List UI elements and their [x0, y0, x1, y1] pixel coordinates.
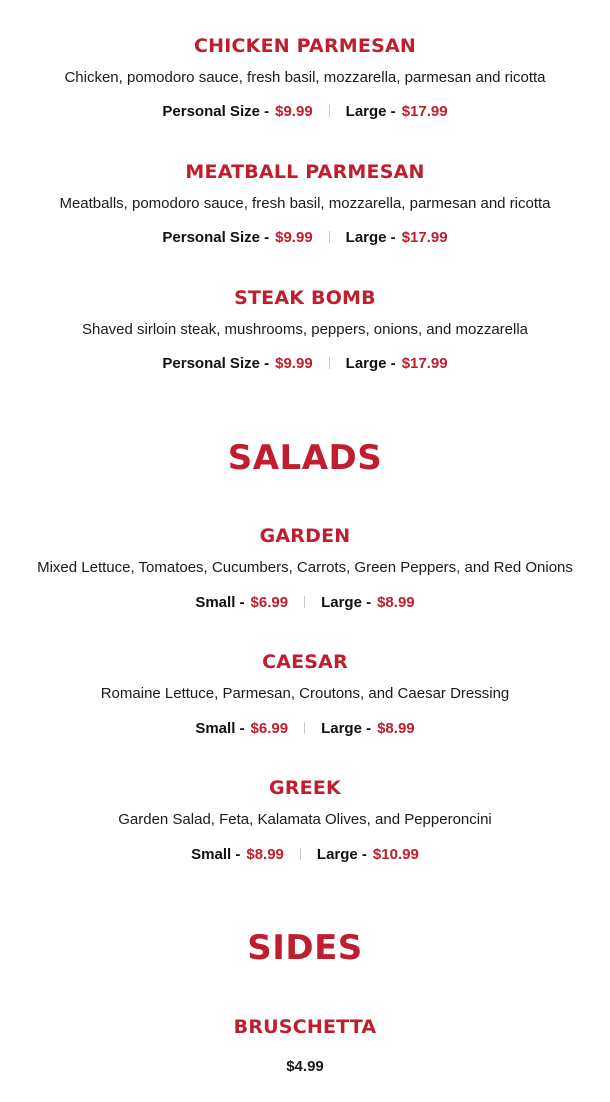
menu-item	[0, 287, 610, 309]
size-label: Small -	[195, 720, 245, 737]
item-title: CAESAR	[262, 651, 348, 673]
item-prices	[0, 593, 610, 613]
size-price: $9.99	[275, 229, 313, 246]
size-price: $17.99	[401, 229, 448, 246]
section-title: SIDES	[247, 928, 363, 968]
item-description: Shaved sirloin steak, mushrooms, peppers, onions, and mozzarella	[81, 321, 529, 338]
size-price: $17.99	[401, 355, 448, 372]
item-title: BRUSCHETTA	[233, 1016, 377, 1038]
size-label: Large -	[316, 846, 367, 863]
size-price: $8.99	[246, 846, 284, 863]
size-label: Personal Size -	[162, 229, 270, 246]
size-label: Personal Size -	[162, 355, 270, 372]
item-prices	[0, 845, 610, 865]
size-price: $10.99	[372, 846, 419, 863]
size-price: $8.99	[377, 720, 415, 737]
item-prices	[0, 354, 610, 374]
size-price: $9.99	[275, 103, 313, 120]
section-header-sides	[0, 928, 610, 968]
item-title: MEATBALL PARMESAN	[185, 161, 425, 183]
size-price: $6.99	[250, 594, 289, 611]
item-description: Chicken, pomodoro sauce, fresh basil, mozzarella, parmesan and ricotta	[64, 69, 546, 86]
size-label: Small -	[195, 594, 245, 611]
item-prices	[0, 719, 610, 739]
price-separator	[304, 722, 305, 734]
size-label: Personal Size -	[162, 103, 270, 120]
section-title: SALADS	[227, 438, 383, 478]
size-label: Small -	[191, 846, 241, 863]
item-description: Garden Salad, Feta, Kalamata Olives, and Pepperoncini	[118, 811, 492, 828]
item-title: STEAK BOMB	[234, 287, 376, 309]
size-label: Large -	[321, 720, 372, 737]
size-price: $8.99	[377, 594, 415, 611]
item-description: Meatballs, pomodoro sauce, fresh basil, mozzarella, parmesan and ricotta	[59, 195, 551, 212]
menu-item	[0, 1016, 610, 1038]
size-price: $17.99	[401, 103, 448, 120]
item-description: Mixed Lettuce, Tomatoes, Cucumbers, Carrots, Green Peppers, and Red Onions	[37, 559, 573, 576]
item-title: CHICKEN PARMESAN	[194, 35, 416, 57]
item-description: Romaine Lettuce, Parmesan, Croutons, and Caesar Dressing	[100, 685, 510, 702]
size-label: Large -	[345, 229, 396, 246]
menu-item	[0, 161, 610, 183]
price-separator	[300, 848, 301, 860]
price-separator	[329, 231, 330, 243]
size-price: $9.99	[275, 355, 313, 372]
size-label: Large -	[345, 103, 396, 120]
price-separator	[329, 105, 330, 117]
menu-item	[0, 525, 610, 547]
menu-item	[0, 35, 610, 57]
size-label: Large -	[321, 594, 372, 611]
size-label: Large -	[345, 355, 396, 372]
item-prices	[0, 228, 610, 248]
price-separator	[329, 357, 330, 369]
size-price: $6.99	[250, 720, 289, 737]
item-price: $4.99	[286, 1058, 324, 1075]
item-title: GARDEN	[259, 525, 351, 547]
menu-item	[0, 777, 610, 799]
section-header-salads	[0, 438, 610, 478]
price-separator	[304, 596, 305, 608]
item-prices	[0, 102, 610, 122]
item-title: GREEK	[269, 777, 341, 799]
menu-item	[0, 651, 610, 673]
